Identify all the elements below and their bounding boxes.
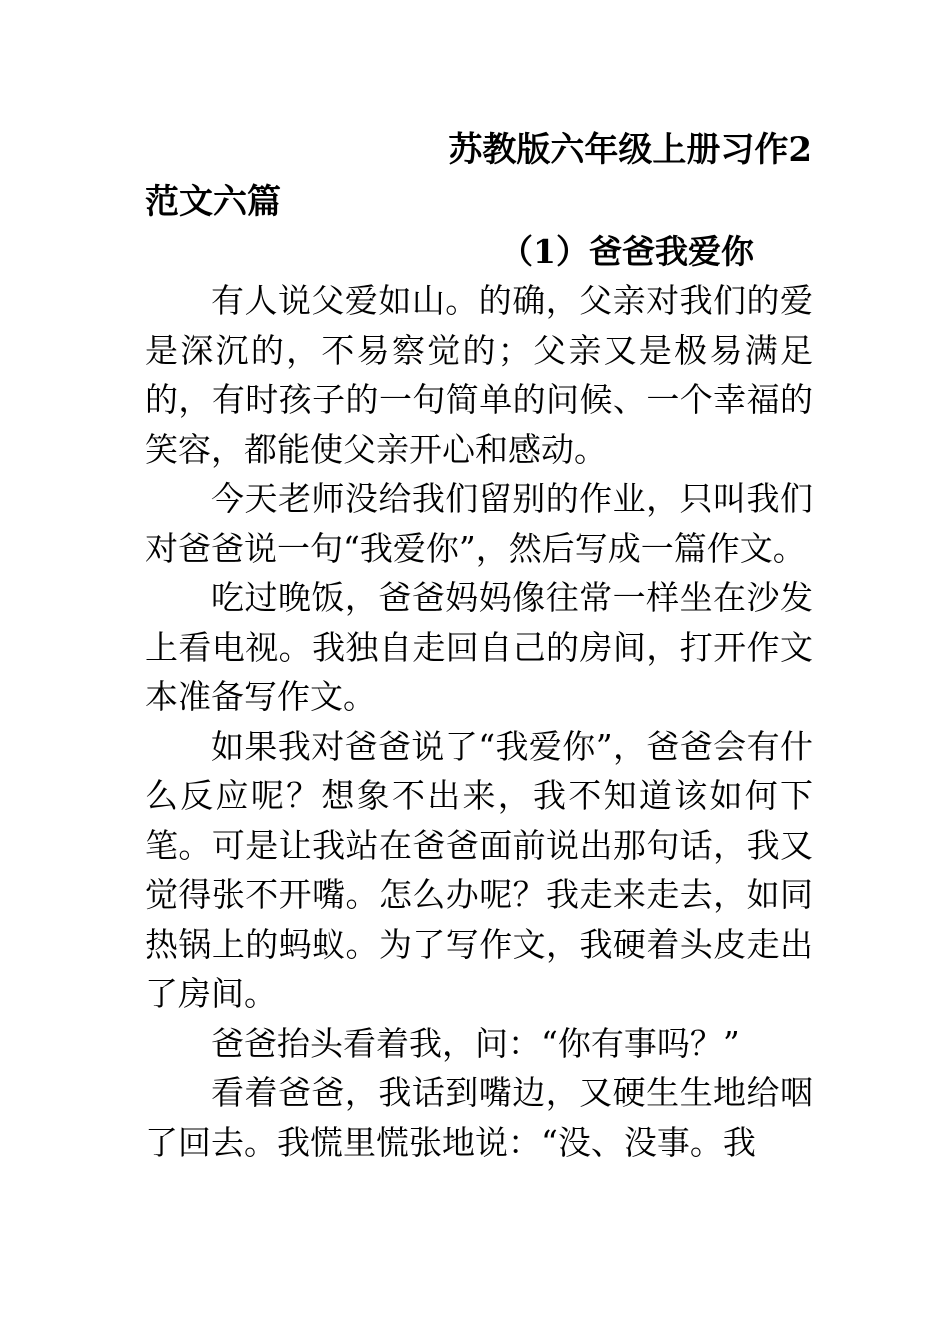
paragraph: 吃过晚饭，爸爸妈妈像往常一样坐在沙发上看电视。我独自走回自己的房间，打开作文本准备写作文。 <box>145 578 813 716</box>
paragraph: 看着爸爸，我话到嘴边，又硬生生地给咽了回去。我慌里慌张地说：“没、没事。我 <box>145 1073 813 1162</box>
essay-body <box>145 276 813 1167</box>
paragraph: 有人说父爱如山。的确，父亲对我们的爱是深沉的，不易察觉的；父亲又是极易满足的，有时孩子的一句简单的问候、一个幸福的笑容，都能使父亲开心和感动。 <box>145 281 813 469</box>
paragraph: 爸爸抬头看着我，问：“你有事吗？” <box>211 1023 740 1063</box>
document-title-continued: 范文六篇 <box>145 182 281 222</box>
paragraph: 如果我对爸爸说了“我爱你”，爸爸会有什么反应呢？想象不出来，我不知道该如何下笔。可是让我站在爸爸面前说出那句话，我又觉得张不开嘴。怎么办呢？我走来走去，如同热锅上的蚂蚁。为了写作文，我硬着头皮走出了房间。 <box>145 726 813 1013</box>
paragraph: 今天老师没给我们留别的作业，只叫我们对爸爸说一句“我爱你”，然后写成一篇作文。 <box>145 479 813 568</box>
document-title: 苏教版六年级上册习作2 <box>448 130 812 170</box>
essay-title: （1）爸爸我爱你 <box>500 232 754 271</box>
